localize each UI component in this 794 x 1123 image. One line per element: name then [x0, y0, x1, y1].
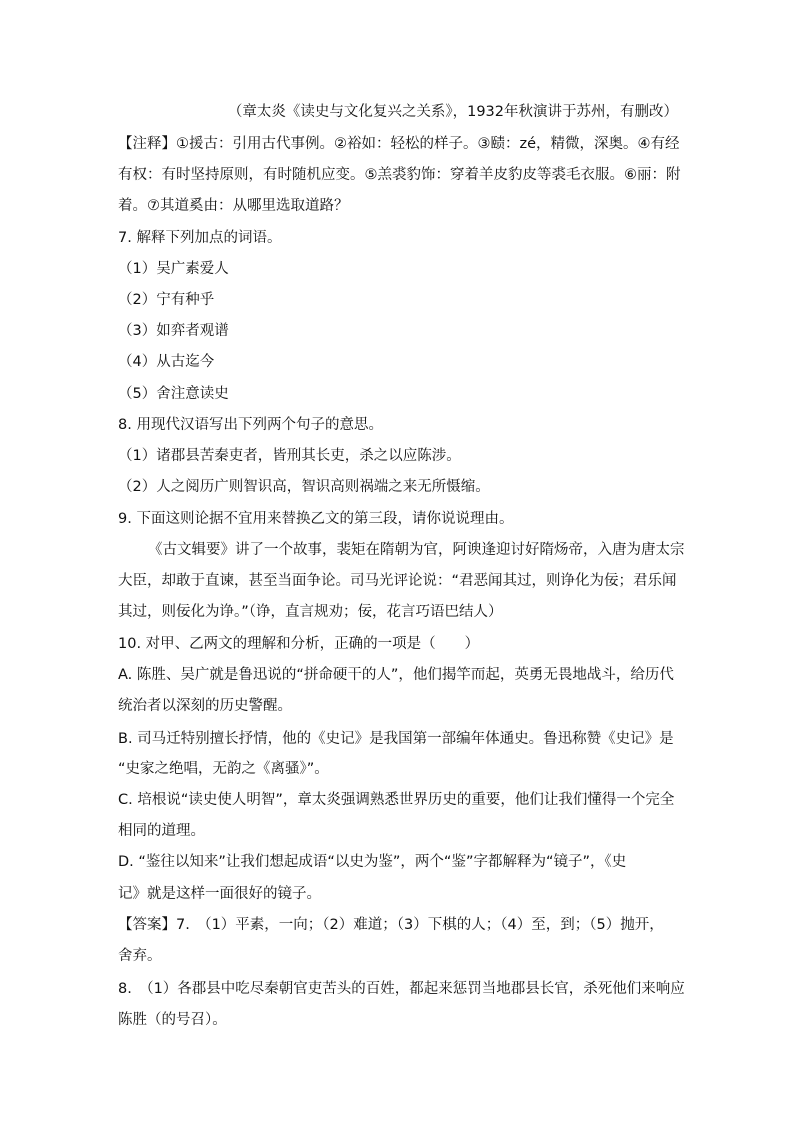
- q7-item-5: （5）舍注意读史: [118, 386, 229, 402]
- question-10: 10. 对甲、乙两文的理解和分析，正确的一项是（ ）: [118, 636, 480, 652]
- q7-item-3: （3）如弈者观谱: [118, 323, 229, 339]
- answer-line-1: 【答案】7. （1）平素，一向；（2）难道；（3）下棋的人；（4）至，到；（5）抛开，: [118, 917, 664, 933]
- q10-option-a-line-2: 统治者以深刻的历史警醒。: [118, 698, 292, 714]
- notes-line-1: 【注释】①援古：引用古代事例。②裕如：轻松的样子。③赜：zé，精微，深奥。④有经: [118, 136, 680, 152]
- q10-option-c-line-2: 相同的道理。: [118, 823, 205, 839]
- source-citation: （章太炎《读史与文化复兴之关系》，1932年秋演讲于苏州，有删改）: [227, 104, 678, 120]
- q8-item-1: （1）诸郡县苦秦吏者，皆刑其长吏，杀之以应陈涉。: [118, 448, 461, 464]
- q10-option-b-line-1: B. 司马迁特别擅长抒情，他的《史记》是我国第一部编年体通史。鲁迅称赞《史记》是: [118, 731, 674, 747]
- q10-option-d-line-2: 记》就是这样一面很好的镜子。: [118, 886, 321, 902]
- notes-line-2: 有权：有时坚持原则，有时随机应变。⑤羔裘豹饰：穿着羊皮豹皮等裘毛衣服。⑥丽：附: [118, 167, 681, 183]
- q9-passage-line-1: 《古文辑要》讲了一个故事，裴矩在隋朝为官，阿谀逢迎讨好隋炀帝，入唐为唐太宗: [148, 542, 685, 558]
- question-7: 7. 解释下列加点的词语。: [118, 230, 282, 246]
- q10-option-a-line-1: A. 陈胜、吴广就是鲁迅说的“拼命硬干的人”，他们揭竿而起，英勇无畏地战斗，给历代: [118, 667, 674, 683]
- q8-item-2: （2）人之阅历广则智识高，智识高则祸端之来无所慑缩。: [118, 479, 490, 495]
- answer-line-4: 陈胜（的号召）。: [118, 1012, 227, 1028]
- question-9: 9. 下面这则论据不宜用来替换乙文的第三段，请你说说理由。: [118, 511, 514, 527]
- q10-option-b-line-2: “史家之绝唱，无韵之《离骚》”。: [118, 761, 329, 777]
- answer-line-2: 舍弃。: [118, 948, 162, 964]
- q7-item-2: （2）宁有种乎: [118, 292, 215, 308]
- q7-item-1: （1）吴广素爱人: [118, 261, 229, 277]
- q10-option-d-line-1: D. “鉴往以知来”让我们想起成语“以史为鉴”，两个“鉴”字都解释为“镜子”，《史: [118, 854, 627, 870]
- q10-option-c-line-1: C. 培根说“读史使人明智”，章太炎强调熟悉世界历史的重要，他们让我们懂得一个完全: [118, 792, 675, 808]
- q7-item-4: （4）从古迄今: [118, 354, 215, 370]
- answer-line-3: 8. （1）各郡县中吃尽秦朝官吏苦头的百姓，都起来惩罚当地郡县长官，杀死他们来响应: [118, 981, 685, 997]
- q9-passage-line-3: 其过，则佞化为诤。”（诤，直言规劝；佞，花言巧语巴结人）: [118, 604, 503, 620]
- question-8: 8. 用现代汉语写出下列两个句子的意思。: [118, 417, 383, 433]
- notes-line-3: 着。⑦其道奚由：从哪里选取道路？: [118, 198, 349, 214]
- q9-passage-line-2: 大臣，却敢于直谏，甚至当面争论。司马光评论说：“君恶闻其过，则诤化为佞；君乐闻: [118, 573, 677, 589]
